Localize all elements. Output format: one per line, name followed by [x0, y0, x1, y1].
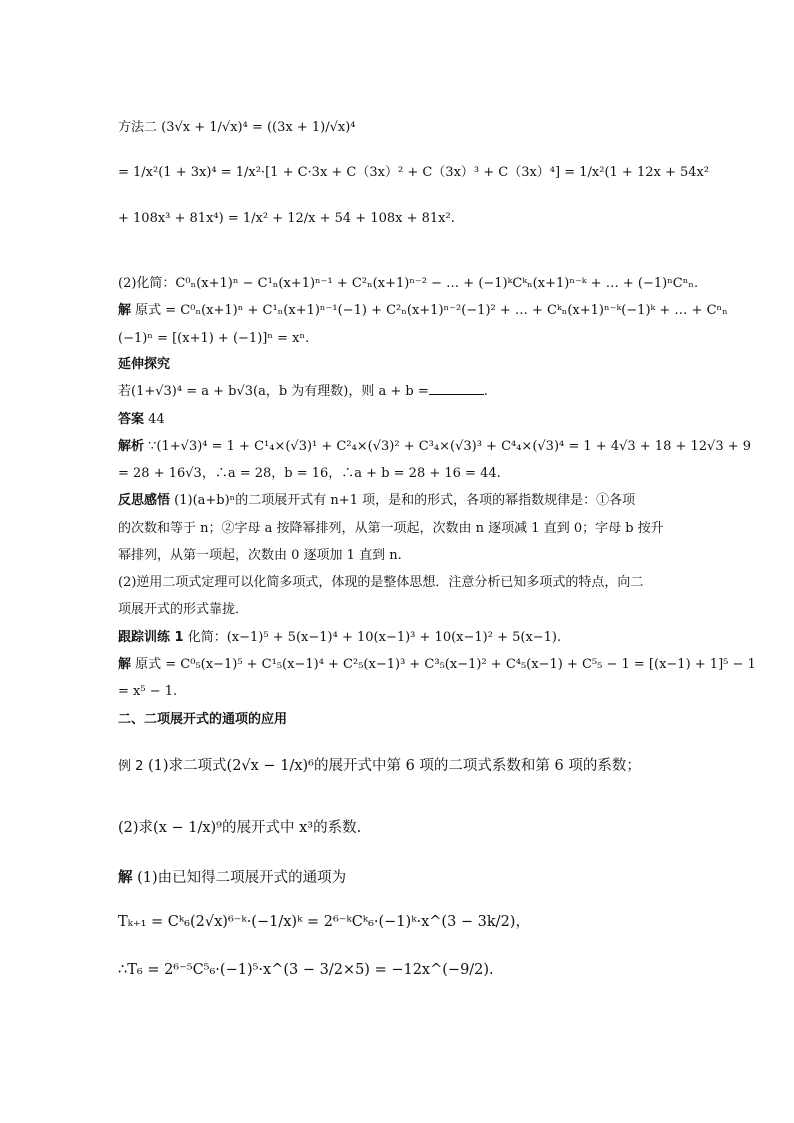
solution-label: 解 — [118, 303, 132, 318]
extension-label: 延伸探究 — [118, 357, 171, 372]
example-solution-label: 解 — [118, 870, 133, 886]
answer-blank — [429, 393, 484, 395]
reflection-text: (1)(a+b)ⁿ的二项展开式有 n+1 项，是和的形式，各项的幂指数规律是：①各项 — [170, 493, 636, 508]
extension-question-text: 若(1+√3)⁴ = a + b√3(a，b 为有理数)，则 a + b = — [118, 384, 429, 399]
practice-solution-line-1 — [118, 657, 756, 673]
example-solution-line-1 — [118, 870, 346, 887]
reflection-line-1 — [118, 493, 635, 509]
analysis-label: 解析 — [118, 439, 145, 454]
example-text: (1)求二项式(2√x − 1/x)⁶的展开式中第 6 项的二项式系数和第 6 项的系数； — [143, 758, 641, 774]
section-heading — [118, 712, 287, 728]
analysis-line-1 — [118, 439, 751, 455]
section-title: 二、二项展开式的通项的应用 — [118, 712, 288, 727]
example-question-1 — [118, 758, 641, 775]
answer-label: 答案 — [118, 412, 145, 427]
practice-solution-text: 原式 = C⁰₅(x−1)⁵ + C¹₅(x−1)⁴ + C²₅(x−1)³ + C³₅(x−1)² + C⁴₅(x−1) + C⁵₅ − 1 = [(x−1) + 1]⁵ − 1 — [131, 657, 756, 672]
answer-value: 44 — [144, 412, 165, 427]
simplify-question: (2)化简：C⁰ₙ(x+1)ⁿ − C¹ₙ(x+1)ⁿ⁻¹ + C²ₙ(x+1)ⁿ⁻² − … + (−1)ᵏCᵏₙ(x+1)ⁿ⁻ᵏ + … + (−1)ⁿCⁿₙ. — [118, 276, 699, 291]
analysis-text: ∵(1+√3)⁴ = 1 + C¹₄×(√3)¹ + C²₄×(√3)² + C³₄×(√3)³ + C⁴₄×(√3)⁴ = 1 + 4√3 + 18 + 12√3 + 9 — [144, 439, 752, 454]
solution-text: 原式 = C⁰ₙ(x+1)ⁿ + C¹ₙ(x+1)ⁿ⁻¹(−1) + C²ₙ(x+1)ⁿ⁻²(−1)² + … + Cᵏₙ(x+1)ⁿ⁻ᵏ(−1)ᵏ + … + Cⁿₙ — [131, 303, 728, 318]
reflection-line-3: 幂排列，从第一项起，次数由 0 逐项加 1 直到 n. — [118, 548, 402, 563]
extension-question: 若(1+√3)⁴ = a + b√3(a，b 为有理数)，则 a + b = . — [118, 384, 488, 399]
method-two-label: 方法二 — [118, 120, 158, 135]
example-label: 例 2 — [118, 759, 144, 774]
general-term-formula: Tₖ₊₁ = Cᵏ₆(2√x)⁶⁻ᵏ·(−1/x)ᵏ = 2⁶⁻ᵏCᵏ₆·(−1)ᵏ·x^(3 − 3k/2)， — [118, 914, 530, 930]
practice-text: 化简：(x−1)⁵ + 5(x−1)⁴ + 10(x−1)³ + 10(x−1)² + 5(x−1). — [183, 630, 562, 645]
method-two-formula: (3√x + 1/√x)⁴ = ((3x + 1)/√x)⁴ — [157, 120, 356, 135]
method-two-line — [118, 120, 356, 136]
reflection-line-4: (2)逆用二项式定理可以化简多项式，体现的是整体思想．注意分析已知多项式的特点，向二 — [118, 575, 644, 590]
reflection-line-2: 的次数和等于 n；②字母 a 按降幂排列，从第一项起，次数由 n 逐项减 1 直到 0；字母 b 按升 — [118, 521, 664, 536]
sixth-term-formula: ∴T₆ = 2⁶⁻⁵C⁵₆·(−1)⁵·x^(3 − 3/2×5) = −12x^(−9/2). — [118, 962, 494, 978]
practice-solution-line-2: = x⁵ − 1. — [118, 684, 178, 699]
extension-heading — [118, 357, 170, 373]
simplify-solution-line-1 — [118, 303, 728, 319]
practice-label: 跟踪训练 1 — [118, 630, 184, 645]
example-question-2: (2)求(x − 1/x)⁹的展开式中 x³的系数. — [118, 820, 362, 836]
practice-question — [118, 630, 561, 646]
reflection-label: 反思感悟 — [118, 493, 171, 508]
expansion-line-1: = 1/x²(1 + 3x)⁴ = 1/x²·[1 + C·3x + C（3x）² + C（3x）³ + C（3x）⁴] = 1/x²(1 + 12x + 54x² — [118, 165, 710, 180]
simplify-solution-line-2: (−1)ⁿ = [(x+1) + (−1)]ⁿ = xⁿ. — [118, 331, 310, 346]
practice-solution-label: 解 — [118, 657, 132, 672]
analysis-line-2: = 28 + 16√3，∴a = 28，b = 16，∴a + b = 28 + 16 = 44. — [118, 466, 501, 481]
reflection-line-5: 项展开式的形式靠拢． — [118, 602, 249, 617]
answer-line — [118, 412, 165, 428]
expansion-line-2: + 108x³ + 81x⁴) = 1/x² + 12/x + 54 + 108x + 81x². — [118, 211, 455, 226]
example-solution-text: (1)由已知得二项展开式的通项为 — [132, 870, 347, 886]
